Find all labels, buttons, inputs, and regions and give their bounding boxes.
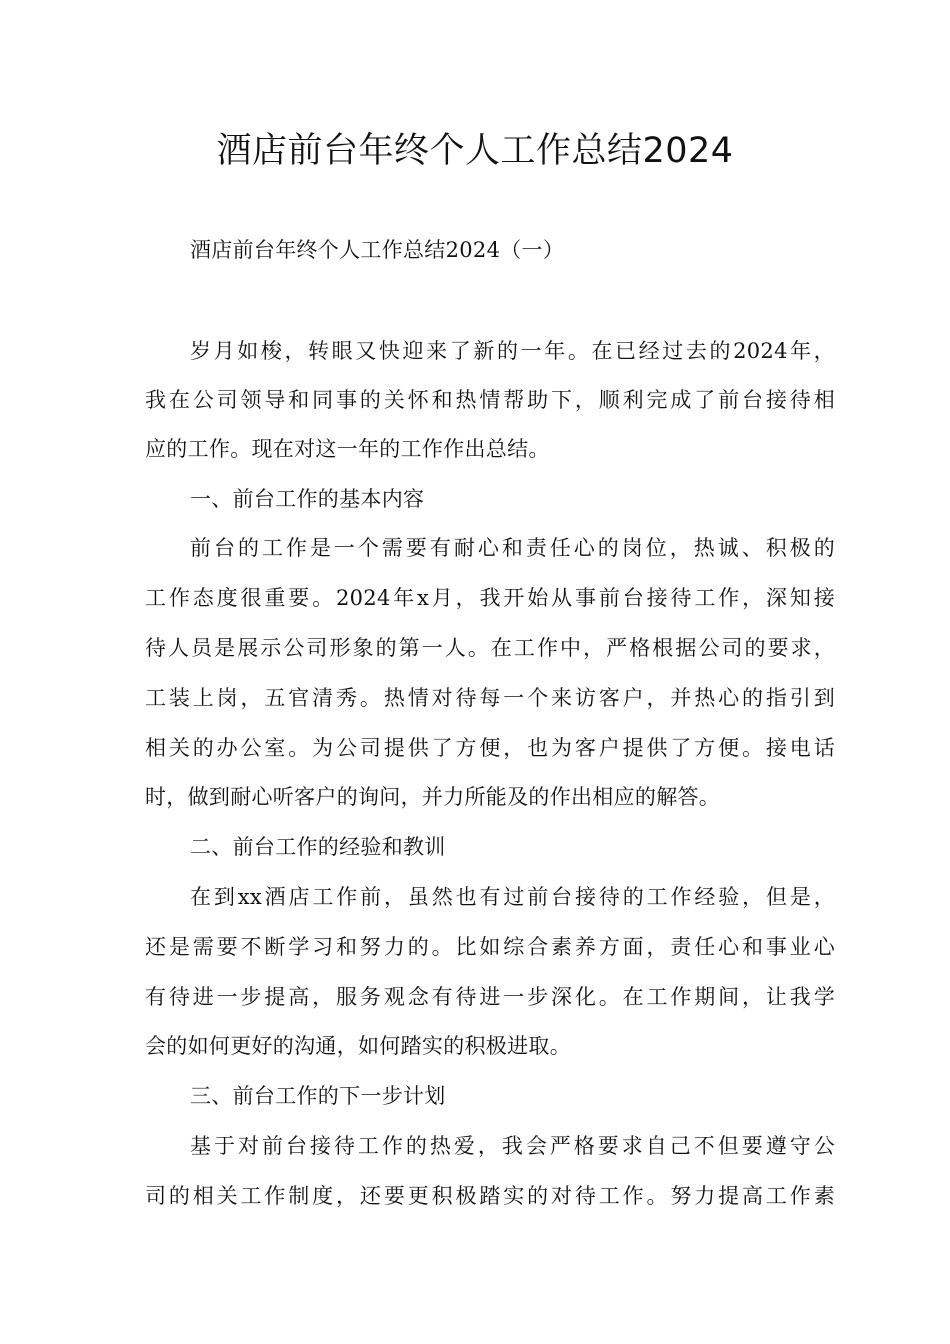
section-heading: 三、前台工作的下一步计划 bbox=[190, 1084, 446, 1108]
paragraph-line: 应的工作。现在对这一年的工作作出总结。 bbox=[145, 437, 550, 461]
paragraph-line: 在到xx酒店工作前，虽然也有过前台接待的工作经验，但是， bbox=[190, 885, 835, 909]
paragraph-line: 司的相关工作制度，还要更积极踏实的对待工作。努力提高工作素 bbox=[145, 1184, 835, 1208]
paragraph-line: 时，做到耐心听客户的询问，并力所能及的作出相应的解答。 bbox=[145, 785, 721, 809]
document-title: 酒店前台年终个人工作总结2024 bbox=[216, 131, 734, 171]
paragraph-line: 岁月如梭，转眼又快迎来了新的一年。在已经过去的2024年， bbox=[190, 339, 835, 363]
paragraph-line: 待人员是展示公司形象的第一人。在工作中，严格根据公司的要求， bbox=[145, 636, 835, 660]
section-subtitle: 酒店前台年终个人工作总结2024（一） bbox=[190, 238, 565, 262]
paragraph-line: 还是需要不断学习和努力的。比如综合素养方面，责任心和事业心 bbox=[145, 935, 835, 959]
paragraph-line: 工作态度很重要。2024年x月，我开始从事前台接待工作，深知接 bbox=[145, 586, 835, 610]
paragraph-line: 基于对前台接待工作的热爱，我会严格要求自己不但要遵守公 bbox=[190, 1134, 835, 1158]
section-heading: 一、前台工作的基本内容 bbox=[190, 487, 425, 511]
paragraph-line: 工装上岗，五官清秀。热情对待每一个来访客户，并热心的指引到 bbox=[145, 686, 835, 710]
paragraph-line: 相关的办公室。为公司提供了方便，也为客户提供了方便。接电话 bbox=[145, 736, 835, 760]
paragraph-line: 有待进一步提高，服务观念有待进一步深化。在工作期间，让我学 bbox=[145, 985, 835, 1009]
paragraph-line: 我在公司领导和同事的关怀和热情帮助下，顺利完成了前台接待相 bbox=[145, 388, 835, 412]
paragraph-line: 会的如何更好的沟通，如何踏实的积极进取。 bbox=[145, 1034, 571, 1058]
paragraph-line: 前台的工作是一个需要有耐心和责任心的岗位，热诚、积极的 bbox=[190, 536, 835, 560]
section-heading: 二、前台工作的经验和教训 bbox=[190, 835, 446, 859]
